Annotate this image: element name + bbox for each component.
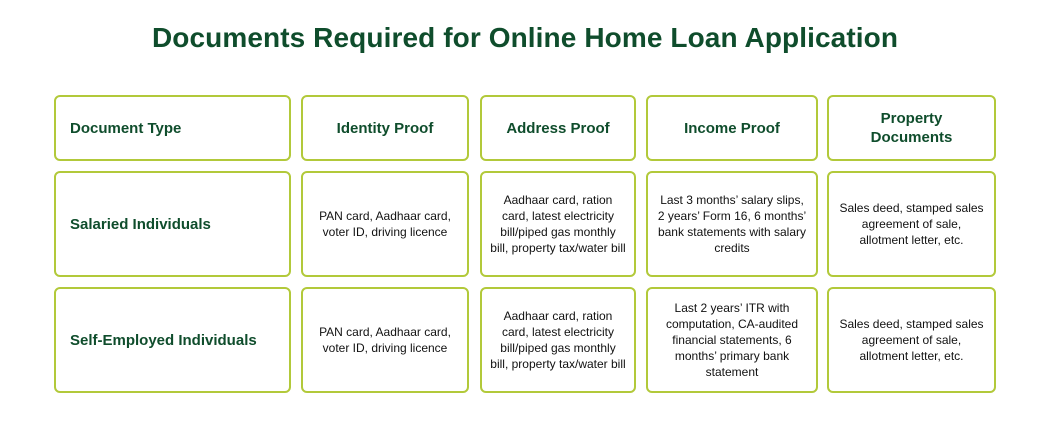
row-salaried-identity	[301, 171, 469, 277]
row-salaried-address	[480, 171, 636, 277]
identity-proof-text: PAN card, Aadhaar card, voter ID, driving licence	[319, 325, 451, 355]
header-address-proof	[480, 95, 636, 161]
header-document-type	[54, 95, 291, 161]
row-self-employed-property	[827, 287, 996, 393]
row-self-employed-identity	[301, 287, 469, 393]
page-title: Documents Required for Online Home Loan Application	[151, 22, 899, 53]
row-salaried-property	[827, 171, 996, 277]
header-identity-proof-label: Identity Proof	[336, 119, 434, 137]
income-proof-text: Last 3 months’ salary slips, 2 years’ Form 16, 6 months’ bank statements with salary credits	[657, 193, 807, 255]
row-salaried-category	[54, 171, 291, 277]
address-proof-text: Aadhaar card, ration card, latest electricity bill/piped gas monthly bill, property tax/water bill	[490, 193, 626, 255]
income-proof-text: Last 2 years’ ITR with computation, CA-audited financial statements, 6 months’ primary bank statement	[665, 301, 799, 379]
header-document-type-label: Document Type	[70, 119, 182, 137]
header-property-documents-label: Property Documents	[870, 110, 953, 146]
row-category-label: Self-Employed Individuals	[70, 331, 257, 349]
row-self-employed-category	[54, 287, 291, 393]
header-income-proof-label: Income Proof	[684, 119, 780, 137]
address-proof-text: Aadhaar card, ration card, latest electricity bill/piped gas monthly bill, property tax/water bill	[490, 309, 626, 371]
row-category-label: Salaried Individuals	[70, 215, 211, 233]
header-property-documents	[827, 95, 996, 161]
row-self-employed-address	[480, 287, 636, 393]
header-address-proof-label: Address Proof	[506, 119, 610, 137]
row-self-employed-income	[646, 287, 818, 393]
identity-proof-text: PAN card, Aadhaar card, voter ID, driving licence	[319, 209, 451, 239]
property-documents-text: Sales deed, stamped sales agreement of sale, allotment letter, etc.	[839, 201, 984, 247]
header-identity-proof	[301, 95, 469, 161]
header-income-proof	[646, 95, 818, 161]
row-salaried-income	[646, 171, 818, 277]
property-documents-text: Sales deed, stamped sales agreement of sale, allotment letter, etc.	[839, 317, 984, 363]
